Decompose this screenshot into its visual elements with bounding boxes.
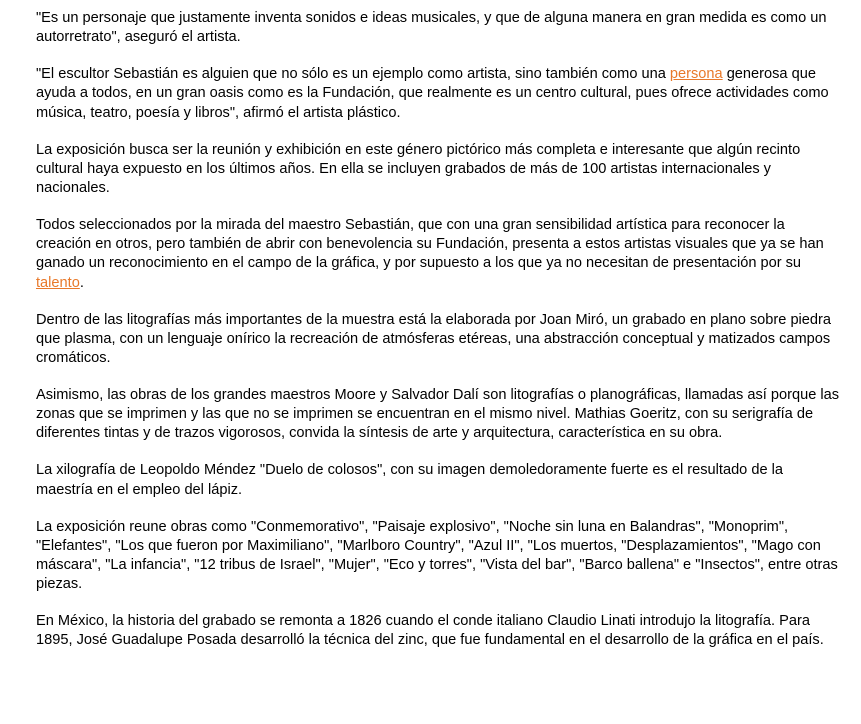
paragraph-text: . xyxy=(79,274,84,291)
paragraph-exposicion-grabados: La exposición busca ser la reunión y exhibición en este género pictórico más completa e interesante que algún recinto cultural haya expuesto en los últimos años. En ella se incluyen grabados de más de 100 artistas internacionales y nacionales. xyxy=(36,141,801,197)
paragraph-text: "El escultor Sebastián es alguien que no sólo es un ejemplo como artista, sino también como una xyxy=(36,66,670,83)
paragraph-xilografia: La xilografía de Leopoldo Méndez "Duelo de colosos", con su imagen demoledoramente fuerte es el resultado de la maestría en el empleo del lápiz. xyxy=(36,462,784,498)
paragraph-moore-dali: Asimismo, las obras de los grandes maestros Moore y Salvador Dalí son litografías o planográficas, llamadas así porque las zonas que se imprimen y las que no se imprimen se encuentran en el mismo nivel. Mathias Goeritz, con su serigrafía de diferentes tintas y de trazos vigorosos, convida la síntesis de arte y arquitectura, característica en su obra. xyxy=(36,387,840,442)
paragraph-autorretrato: "Es un personaje que justamente inventa sonidos e ideas musicales, y que de alguna manera en gran medida es como un autorretrato", aseguró el artista. xyxy=(36,10,827,46)
paragraph-obras-lista: La exposición reune obras como "Conmemorativo", "Paisaje explosivo", "Noche sin luna en Balandras", "Monoprim", "Elefantes", "Los que fueron por Maximiliano", "Marlboro Country", "Azul II", "Los muertos, "Desplazamientos", "Mago con máscara", "La infancia", "12 tribus de Israel", "Mujer", "Eco y torres", "Vista del bar", "Barco ballena" e "Insectos", entre otras piezas. xyxy=(36,518,838,593)
paragraph-historia-grabado: En México, la historia del grabado se remonta a 1826 cuando el conde italiano Claudio Linati introdujo la litografía. Para 1895, José Guadalupe Posada desarrolló la técnica del zinc, que fue fundamental en el desarrollo de la gráfica en el país. xyxy=(36,613,824,649)
paragraph-text: Todos seleccionados por la mirada del maestro Sebastián, que con una gran sensibilidad artística para reconocer la creación en otros, pero también de abrir con benevolencia su Fundación, presenta a estos artistas visuales que ya se han ganado un reconocimiento en el campo de la gráfica, y por supuesto a los que ya no necesitan de presentación por su xyxy=(36,217,824,272)
link-talento[interactable]: talento xyxy=(36,274,80,291)
paragraph-escultor-sebastian xyxy=(36,65,843,123)
paragraph-miro: Dentro de las litografías más importantes de la muestra está la elaborada por Joan Miró, un grabado en plano sobre piedra que plasma, con un lenguaje onírico la recreación de atmósferas etéreas, una abstracción conceptual y matizados campos cromáticos. xyxy=(36,311,832,367)
paragraph-seleccionados xyxy=(36,216,843,293)
link-persona[interactable]: persona xyxy=(669,66,723,83)
paragraph-text: generosa que ayuda a todos, en un gran oasis como es la Fundación, que realmente es un centro cultural, pues ofrece actividades como música, teatro, poesía y libros", afirmó el artista plástico. xyxy=(36,66,829,121)
